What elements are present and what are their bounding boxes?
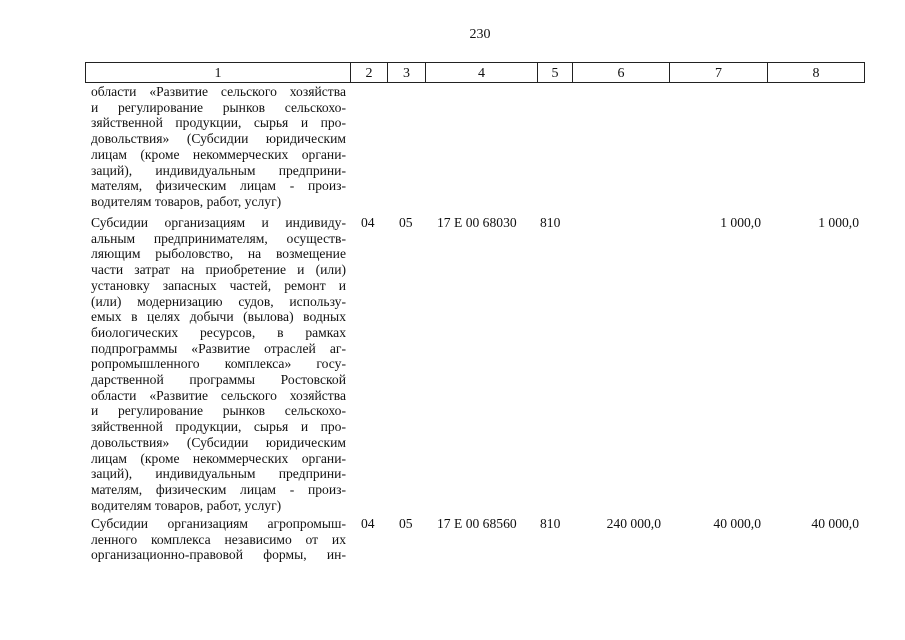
- description-line: Субсидии организациям агропромыш-: [91, 516, 346, 531]
- page-number: 230: [469, 27, 491, 42]
- header-col-4: 4: [425, 62, 537, 83]
- description-line: биологических ресурсов, в рамках: [91, 324, 346, 340]
- description-line: установку запасных частей, ремонт и: [91, 277, 346, 293]
- header-col-2: 2: [350, 62, 387, 83]
- description-line: альным предпринимателям, осуществ-: [91, 230, 346, 246]
- header-col-1: 1: [85, 62, 350, 83]
- cell-col-2: 04: [361, 215, 375, 230]
- description-line: водителям товаров, работ, услуг): [91, 497, 282, 513]
- cell-col-8: 1 000,0: [818, 215, 859, 230]
- description-line: (или) модернизацию судов, использу-: [91, 293, 346, 309]
- header-col-8: 8: [767, 62, 865, 83]
- description-line: мателям, физическим лицам - произ-: [91, 481, 346, 497]
- description-line: дарственной программы Ростовской: [91, 372, 346, 388]
- description-line: подпрограммы «Развитие отраслей аг-: [91, 340, 346, 356]
- description-line: ляющим рыболовство, на возмещение: [91, 246, 346, 262]
- description-line: ропромышленного комплекса» госу-: [91, 356, 346, 372]
- description-line: заций), индивидуальным предприни-: [91, 466, 346, 482]
- header-col-6: 6: [572, 62, 669, 83]
- description-line: водителям товаров, работ, услуг): [91, 193, 282, 209]
- description-line: заций), индивидуальным предприни-: [91, 162, 346, 178]
- description-line: области «Развитие сельского хозяйства: [91, 387, 346, 403]
- row-description: [91, 215, 346, 513]
- row-description: [91, 84, 346, 210]
- header-col-7: 7: [669, 62, 767, 83]
- cell-col-2: 04: [361, 516, 375, 531]
- description-line: ленного комплекса независимо от их: [91, 531, 346, 547]
- description-line: части затрат на приобретение и (или): [91, 262, 346, 278]
- description-line: лицам (кроме некоммерческих органи-: [91, 146, 346, 162]
- cell-col-3: 05: [399, 215, 413, 230]
- description-line: и регулирование рынков сельскохо-: [91, 99, 346, 115]
- row-description: [91, 516, 346, 563]
- cell-col-5: 810: [540, 516, 561, 531]
- cell-col-4: 17 Е 00 68560: [437, 516, 517, 531]
- description-line: Субсидии организациям и индивиду-: [91, 215, 346, 230]
- cell-col-4: 17 Е 00 68030: [437, 215, 517, 230]
- description-line: зяйственной продукции, сырья и про-: [91, 419, 346, 435]
- header-col-5: 5: [537, 62, 572, 83]
- cell-col-7: 1 000,0: [720, 215, 761, 230]
- description-line: довольствия» (Субсидии юридическим: [91, 131, 346, 147]
- description-line: организационно-правовой формы, ин-: [91, 547, 346, 563]
- description-line: мателям, физическим лицам - произ-: [91, 178, 346, 194]
- description-line: довольствия» (Субсидии юридическим: [91, 434, 346, 450]
- cell-col-7: 40 000,0: [713, 516, 761, 531]
- table-header-row: [85, 62, 865, 84]
- cell-col-6: 240 000,0: [606, 516, 661, 531]
- description-line: лицам (кроме некоммерческих органи-: [91, 450, 346, 466]
- cell-col-8: 40 000,0: [811, 516, 859, 531]
- description-line: и регулирование рынков сельскохо-: [91, 403, 346, 419]
- cell-col-5: 810: [540, 215, 561, 230]
- description-line: зяйственной продукции, сырья и про-: [91, 115, 346, 131]
- description-line: емых в целях добычи (вылова) водных: [91, 309, 346, 325]
- header-col-3: 3: [387, 62, 425, 83]
- description-line: области «Развитие сельского хозяйства: [91, 84, 346, 99]
- cell-col-3: 05: [399, 516, 413, 531]
